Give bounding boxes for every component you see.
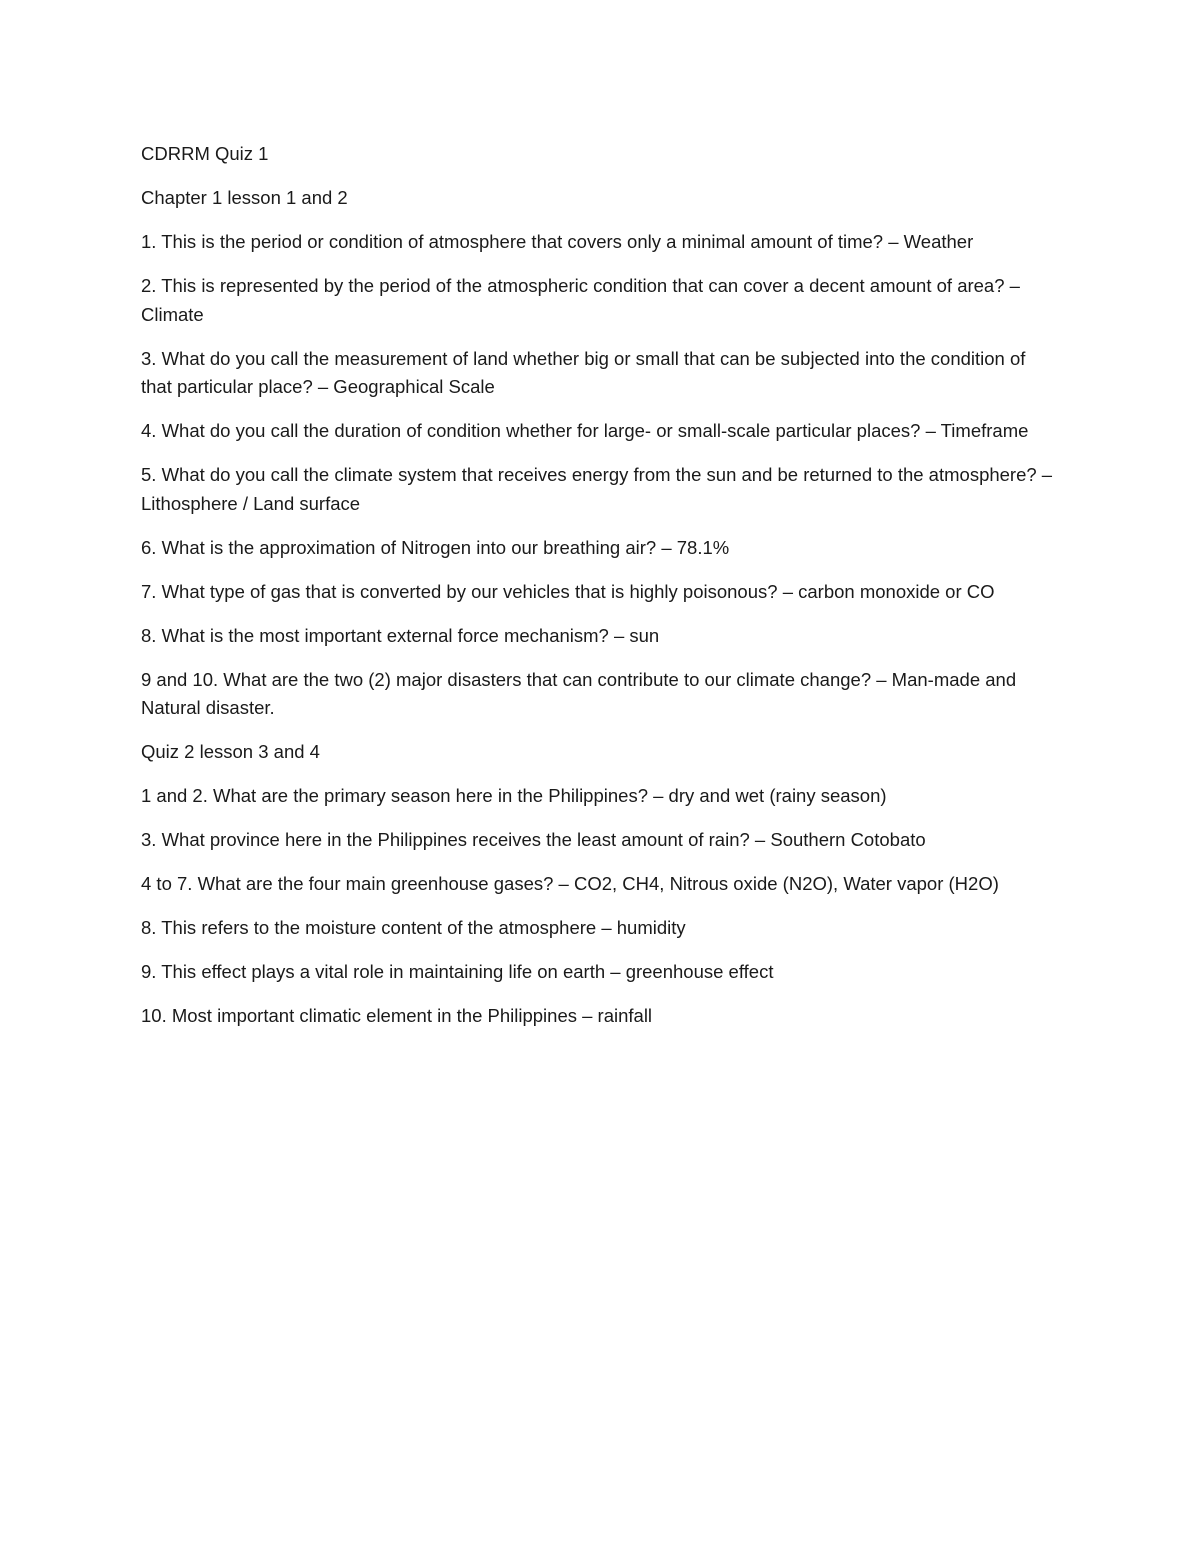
quiz1-question-3: 3. What do you call the measurement of land whether big or small that can be subjected into the condition of that particular place? – Geographical Scale <box>141 347 1026 397</box>
quiz2-question-1-2: 1 and 2. What are the primary season here in the Philippines? – dry and wet (rainy season) <box>141 785 887 806</box>
quiz2-question-9: 9. This effect plays a vital role in maintaining life on earth – greenhouse effect <box>141 961 774 982</box>
quiz2-question-4-7: 4 to 7. What are the four main greenhouse gases? – CO2, CH4, Nitrous oxide (N2O), Water vapor (H2O) <box>141 873 999 894</box>
section-heading-chapter-1: Chapter 1 lesson 1 and 2 <box>141 187 348 208</box>
section-heading-quiz-2: Quiz 2 lesson 3 and 4 <box>141 741 320 762</box>
quiz1-question-2: 2. This is represented by the period of the atmospheric condition that can cover a decent amount of area? – Climate <box>141 275 1020 325</box>
document-body <box>141 140 1061 1046</box>
quiz1-question-6: 6. What is the approximation of Nitrogen into our breathing air? – 78.1% <box>141 536 730 558</box>
quiz2-question-3: 3. What province here in the Philippines receives the least amount of rain? – Southern Cotobato <box>141 829 926 850</box>
quiz1-question-1: 1. This is the period or condition of atmosphere that covers only a minimal amount of time? – Weather <box>141 231 974 252</box>
quiz1-question-4: 4. What do you call the duration of condition whether for large- or small-scale particular places? – Timeframe <box>141 420 1029 441</box>
quiz2-question-8: 8. This refers to the moisture content of the atmosphere – humidity <box>141 917 686 938</box>
document-title: CDRRM Quiz 1 <box>141 143 269 164</box>
quiz1-question-9-10: 9 and 10. What are the two (2) major disasters that can contribute to our climate change? – Man-made and Natural disaster. <box>141 668 1017 718</box>
quiz1-question-5: 5. What do you call the climate system that receives energy from the sun and be returned to the atmosphere? – Lithosphere / Land surface <box>141 464 1053 514</box>
quiz1-question-7: 7. What type of gas that is converted by our vehicles that is highly poisonous? – carbon monoxide or CO <box>141 580 995 602</box>
quiz2-question-10: 10. Most important climatic element in the Philippines – rainfall <box>141 1005 653 1026</box>
quiz1-question-8: 8. What is the most important external force mechanism? – sun <box>141 624 660 646</box>
